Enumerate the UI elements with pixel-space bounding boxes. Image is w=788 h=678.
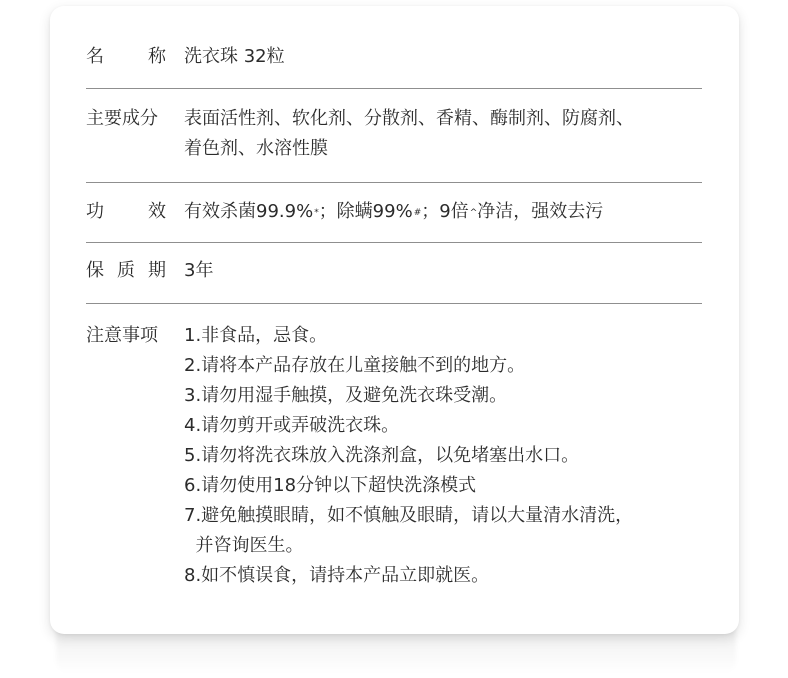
- efficacy-mark-2: #: [413, 208, 422, 218]
- shelf-life-line: 3年: [184, 260, 214, 281]
- precaution-line-3: 3.请勿用湿手触摸，及避免洗衣珠受潮。: [184, 385, 508, 406]
- value-precautions: [184, 321, 704, 591]
- precaution-line-8: 8.如不慎误食，请持本产品立即就医。: [184, 565, 490, 586]
- efficacy-part-4: 净洁，强效去污: [477, 201, 604, 222]
- label-name-char-2: 称: [148, 46, 166, 67]
- label-name: [86, 42, 166, 72]
- precaution-line-7-cont: 并咨询医生。: [184, 535, 304, 556]
- efficacy-part-2: ；除螨99%: [318, 201, 413, 222]
- efficacy-mark-3: ^: [469, 208, 478, 218]
- ingredients-line-2: 着色剂、水溶性膜: [184, 138, 328, 159]
- precaution-line-4: 4.请勿剪开或弄破洗衣珠。: [184, 415, 400, 436]
- value-ingredients: [184, 104, 704, 164]
- label-precautions: 注意事项: [86, 325, 158, 346]
- value-name: [184, 42, 704, 72]
- label-shelf-char-3: 期: [148, 260, 166, 281]
- divider-3: [86, 242, 702, 243]
- card-shadow: [56, 630, 736, 674]
- efficacy-mark-1: *: [314, 208, 319, 218]
- label-shelf-life: [86, 256, 166, 286]
- value-shelf-life: [184, 256, 704, 286]
- precaution-line-2: 2.请将本产品存放在儿童接触不到的地方。: [184, 355, 526, 376]
- precaution-line-6: 6.请勿使用18分钟以下超快洗涤模式: [184, 475, 477, 496]
- divider-4: [86, 303, 702, 304]
- efficacy-part-3: ；9倍: [421, 201, 469, 222]
- label-ingredients: 主要成分: [86, 108, 158, 129]
- product-info-card: [50, 6, 739, 634]
- label-efficacy-char-1: 功: [86, 201, 104, 222]
- label-efficacy-char-2: 效: [148, 201, 166, 222]
- divider-2: [86, 182, 702, 183]
- value-efficacy: [184, 197, 704, 227]
- value-name-line: 洗衣珠 32粒: [184, 46, 285, 67]
- precaution-line-7: 7.避免触摸眼睛，如不慎触及眼睛，请以大量清水清洗，: [184, 505, 634, 526]
- ingredients-line-1: 表面活性剂、软化剂、分散剂、香精、酶制剂、防腐剂、: [184, 108, 634, 129]
- label-efficacy: [86, 197, 166, 227]
- label-shelf-char-2: 质: [117, 260, 135, 281]
- precaution-line-1: 1.非食品，忌食。: [184, 325, 328, 346]
- divider-1: [86, 88, 702, 89]
- precaution-line-5: 5.请勿将洗衣珠放入洗涤剂盒，以免堵塞出水口。: [184, 445, 580, 466]
- label-name-char-1: 名: [86, 46, 104, 67]
- label-shelf-char-1: 保: [86, 260, 104, 281]
- efficacy-part-1: 有效杀菌99.9%: [184, 201, 314, 222]
